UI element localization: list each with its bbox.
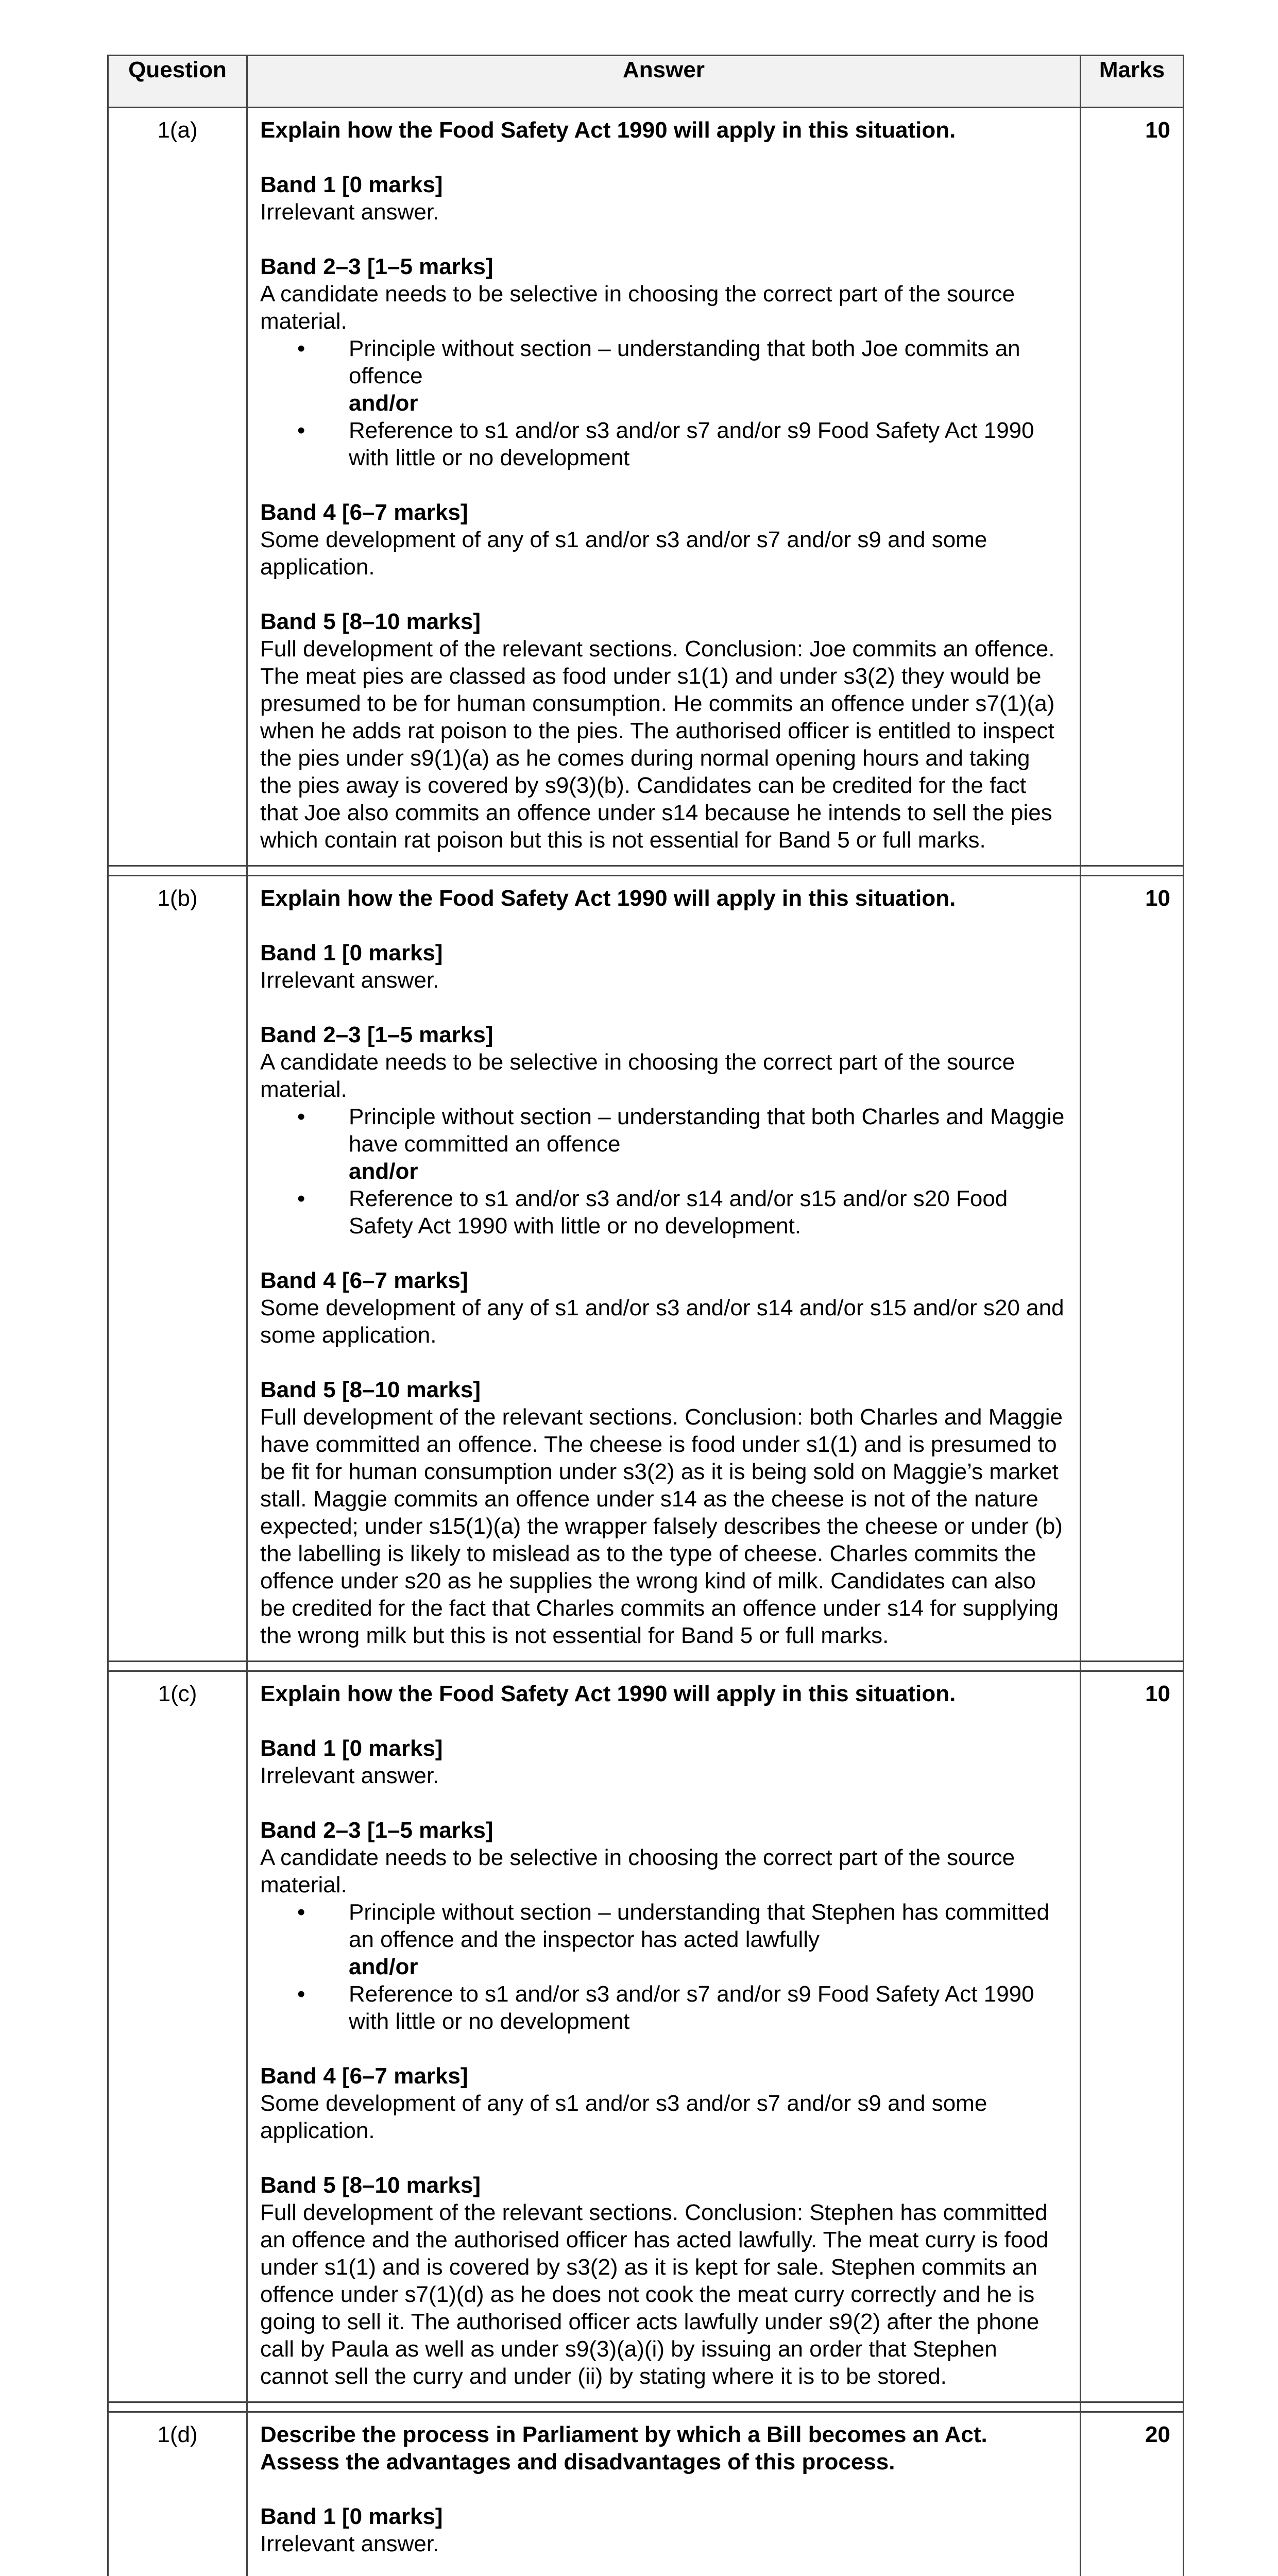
criteria-text: Reference to s1 and/or s3 and/or s7 and/or s9 Food Safety Act 1990 with little or no development <box>349 418 1034 470</box>
question-row-1a <box>108 108 1184 866</box>
criteria-item <box>349 335 1066 417</box>
criteria-text: Principle without section – understanding that Stephen has committed an offence and the inspector has acted lawfully <box>349 1900 1049 1952</box>
criteria-list <box>260 335 1066 471</box>
band-title: Band 1 [0 marks] <box>260 940 443 965</box>
marks-value: 20 <box>1081 2412 1184 2576</box>
question-number: 1(d) <box>108 2412 247 2576</box>
criteria-text: Principle without section – understanding that both Joe commits an offence <box>349 336 1020 388</box>
band-title: Band 4 [6–7 marks] <box>260 2063 468 2089</box>
band-text: Irrelevant answer. <box>260 968 439 993</box>
question-prompt: Describe the process in Parliament by which a Bill becomes an Act. Assess the advantages and disadvantages of this process. <box>260 2422 987 2475</box>
band-text: A candidate needs to be selective in choosing the correct part of the source material. <box>260 281 1015 334</box>
band-1 <box>260 939 1066 994</box>
band-2-3 <box>260 1817 1066 2035</box>
row-separator <box>108 2402 1184 2412</box>
band-2-3 <box>260 1021 1066 1240</box>
band-title: Band 1 [0 marks] <box>260 172 443 197</box>
band-text: Some development of any of s1 and/or s3 and/or s7 and/or s9 and some application. <box>260 2091 987 2143</box>
marks-value: 10 <box>1081 1671 1184 2402</box>
band-title: Band 4 [6–7 marks] <box>260 1268 468 1293</box>
band-5 <box>260 608 1066 854</box>
band-text: Irrelevant answer. <box>260 2531 439 2556</box>
answer-cell <box>247 2412 1081 2576</box>
band-5 <box>260 1376 1066 1649</box>
answer-cell <box>247 876 1081 1662</box>
band-2-3 <box>260 253 1066 471</box>
question-row-1c <box>108 1671 1184 2402</box>
question-number: 1(c) <box>108 1671 247 2402</box>
mark-scheme-page <box>107 55 1183 2576</box>
band-text: Irrelevant answer. <box>260 199 439 225</box>
band-1 <box>260 2503 1066 2557</box>
band-text: Some development of any of s1 and/or s3 and/or s7 and/or s9 and some application. <box>260 527 987 580</box>
answer-cell <box>247 108 1081 866</box>
band-1 <box>260 1735 1066 1789</box>
criteria-item <box>349 1185 1066 1240</box>
mark-scheme-table <box>107 55 1184 2576</box>
band-1 <box>260 171 1066 226</box>
marks-value: 10 <box>1081 876 1184 1662</box>
answer-cell <box>247 1671 1081 2402</box>
marks-header: Marks <box>1081 56 1184 108</box>
row-separator <box>108 1662 1184 1671</box>
band-text: Full development of the relevant sections. Conclusion: both Charles and Maggie have committed an offence. The cheese is food under s1(1) and is presumed to be fit for human consumption under s3(2) as it is being sold on Maggie’s market stall. Maggie commits an offence under s14 as the cheese is not of the nature expected; under s15(1)(a) the wrapper falsely describes the cheese or under (b) the labelling is likely to mislead as to the type of cheese. Charles commits the offence under s20 as he supplies the wrong kind of milk. Candidates can also be credited for the fact that Charles commits an offence under s14 for supplying the wrong milk but this is not essential for Band 5 or full marks. <box>260 1404 1063 1648</box>
criteria-item <box>349 1103 1066 1185</box>
question-number: 1(b) <box>108 876 247 1662</box>
band-text: Some development of any of s1 and/or s3 and/or s14 and/or s15 and/or s20 and some application. <box>260 1295 1064 1348</box>
band-text: Full development of the relevant sections. Conclusion: Stephen has committed an offence and the authorised officer has acted lawfully. The meat curry is food under s1(1) and is covered by s3(2) as it is kept for sale. Stephen commits an offence under s7(1)(d) as he does not cook the meat curry correctly and he is going to sell it. The authorised officer acts lawfully under s9(2) after the phone call by Paula as well as under s9(3)(a)(i) by issuing an order that Stephen cannot sell the curry and under (ii) by stating where it is to be stored. <box>260 2200 1049 2389</box>
band-4 <box>260 499 1066 581</box>
question-number: 1(a) <box>108 108 247 866</box>
question-row-1b <box>108 876 1184 1662</box>
row-separator <box>108 866 1184 876</box>
band-title: Band 2–3 [1–5 marks] <box>260 1818 493 1843</box>
criteria-text: Reference to s1 and/or s3 and/or s14 and/or s15 and/or s20 Food Safety Act 1990 with little or no development. <box>349 1186 1008 1239</box>
answer-header: Answer <box>247 56 1081 108</box>
criteria-text: Principle without section – understanding that both Charles and Maggie have committed an offence <box>349 1104 1065 1157</box>
criteria-item <box>349 1899 1066 1980</box>
and-or-connector: and/or <box>349 391 418 416</box>
criteria-item <box>349 417 1066 471</box>
band-title: Band 1 [0 marks] <box>260 2504 443 2529</box>
band-4 <box>260 1267 1066 1349</box>
criteria-list <box>260 1899 1066 2035</box>
band-title: Band 5 [8–10 marks] <box>260 1377 481 1402</box>
band-text: A candidate needs to be selective in choosing the correct part of the source material. <box>260 1049 1015 1102</box>
criteria-text: Reference to s1 and/or s3 and/or s7 and/or s9 Food Safety Act 1990 with little or no development <box>349 1981 1034 2034</box>
band-text: A candidate needs to be selective in choosing the correct part of the source material. <box>260 1845 1015 1897</box>
band-title: Band 2–3 [1–5 marks] <box>260 1022 493 1047</box>
criteria-list <box>260 1103 1066 1240</box>
band-title: Band 5 [8–10 marks] <box>260 609 481 634</box>
band-title: Band 2–3 [1–5 marks] <box>260 254 493 279</box>
question-prompt: Explain how the Food Safety Act 1990 will apply in this situation. <box>260 1681 956 1706</box>
and-or-connector: and/or <box>349 1159 418 1184</box>
question-header: Question <box>108 56 247 108</box>
criteria-item <box>349 1980 1066 2035</box>
band-4 <box>260 2062 1066 2144</box>
band-text: Full development of the relevant sections. Conclusion: Joe commits an offence. The meat pies are classed as food under s1(1) and under s3(2) they would be presumed to be for human consumption. He commits an offence under s7(1)(a) when he adds rat poison to the pies. The authorised officer is entitled to inspect the pies under s9(1)(a) as he comes during normal opening hours and taking the pies away is covered by s9(3)(b). Candidates can be credited for the fact that Joe also commits an offence under s14 because he intends to sell the pies which contain rat poison but this is not essential for Band 5 or full marks. <box>260 636 1055 853</box>
band-text: Irrelevant answer. <box>260 1763 439 1788</box>
question-prompt: Explain how the Food Safety Act 1990 will apply in this situation. <box>260 886 956 911</box>
question-prompt: Explain how the Food Safety Act 1990 will apply in this situation. <box>260 117 956 143</box>
marks-value: 10 <box>1081 108 1184 866</box>
band-title: Band 5 [8–10 marks] <box>260 2173 481 2198</box>
band-title: Band 1 [0 marks] <box>260 1736 443 1761</box>
question-row-1d <box>108 2412 1184 2576</box>
band-title: Band 4 [6–7 marks] <box>260 500 468 525</box>
band-5 <box>260 2172 1066 2390</box>
and-or-connector: and/or <box>349 1954 418 1979</box>
header-row <box>108 56 1184 108</box>
